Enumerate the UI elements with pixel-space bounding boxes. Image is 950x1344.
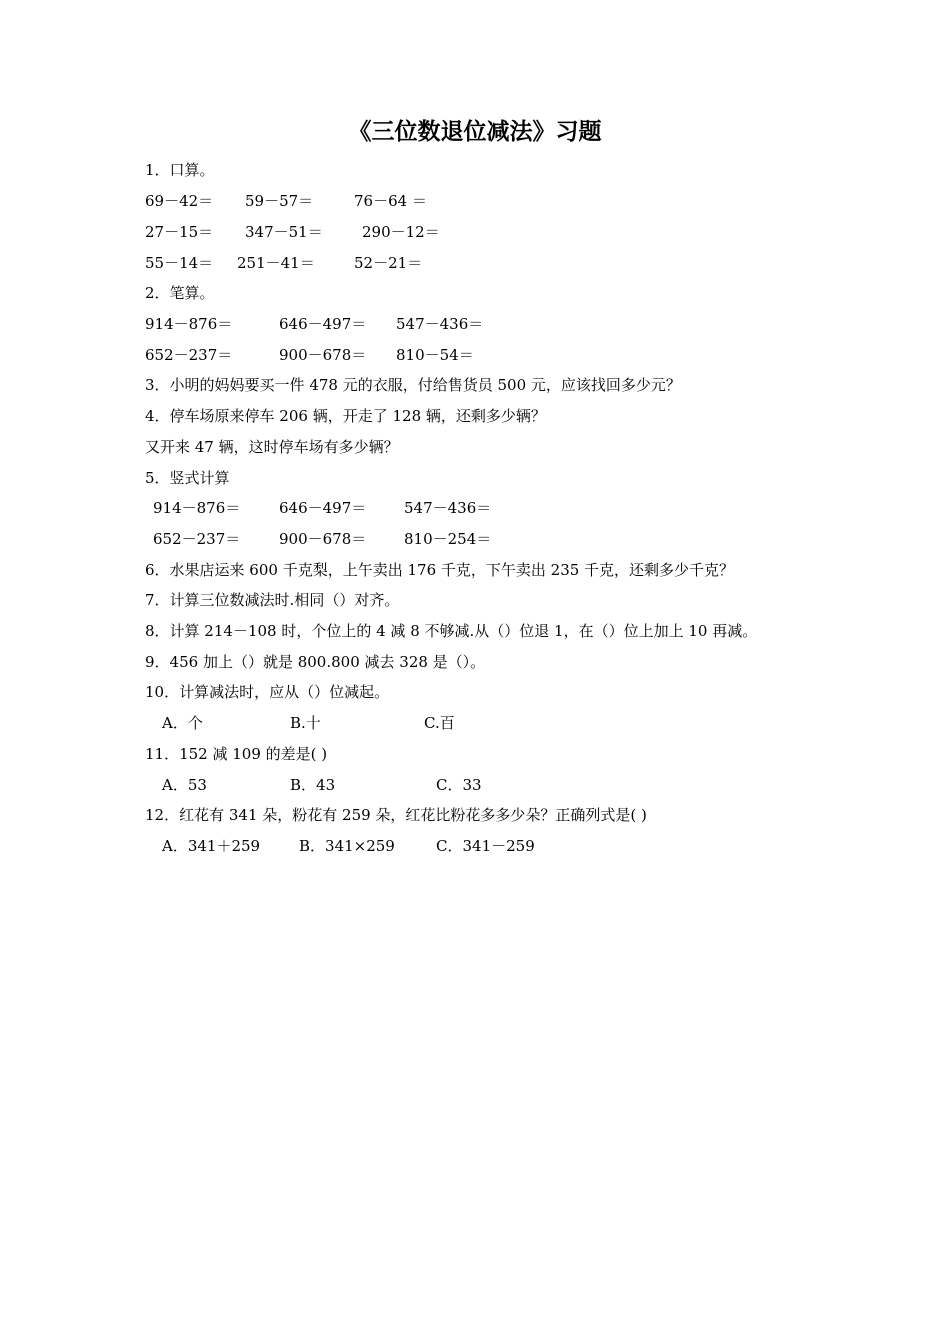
q2-r1-c3: 547－436＝ [396,315,484,333]
question-4-line-2: 又开来 47 辆，这时停车场有多少辆？ [145,438,399,456]
question-12-label: 12．红花有 341 朵，粉花有 259 朵，红花比粉花多多少朵？正确列式是( ) [145,806,647,824]
q12-option-c: C．341－259 [436,837,535,855]
q11-option-b: B．43 [290,776,336,794]
question-9: 9．456 加上（）就是 800.800 减去 328 是（）。 [145,653,486,671]
q1-r2-c1: 27－15＝ [145,223,214,241]
q2-r1-c1: 914－876＝ [145,315,233,333]
question-4-line-1: 4．停车场原来停车 206 辆，开走了 128 辆，还剩多少辆？ [145,407,546,425]
q11-option-c: C．33 [436,776,482,794]
question-8: 8．计算 214－108 时，个位上的 4 减 8 不够减.从（）位退 1，在（）位上加上 10 再减。 [145,622,758,640]
q1-r3-c2: 251－41＝ [237,254,315,272]
q5-r1-c1: 914－876＝ [153,499,241,517]
question-6: 6．水果店运来 600 千克梨，上午卖出 176 千克，下午卖出 235 千克，还剩多少千克？ [145,561,735,579]
q2-r2-c3: 810－54＝ [396,346,474,364]
q11-option-a: A．53 [162,776,207,794]
q5-r2-c1: 652－237＝ [153,530,241,548]
question-2-label: 2．笔算。 [145,284,215,302]
q12-option-a: A．341＋259 [162,837,261,855]
question-11-label: 11．152 减 109 的差是( ) [145,745,328,763]
q2-r2-c2: 900－678＝ [279,346,367,364]
q1-r2-c2: 347－51＝ [245,223,323,241]
question-5-label: 5．竖式计算 [145,469,230,487]
q5-r1-c3: 547－436＝ [404,499,492,517]
q5-r2-c2: 900－678＝ [279,530,367,548]
q5-r2-c3: 810－254＝ [404,530,492,548]
q10-option-c: C.百 [424,714,455,732]
page-title: 《三位数退位减法》习题 [348,119,602,145]
q1-r1-c2: 59－57＝ [245,192,314,210]
q1-r2-c3: 290－12＝ [362,223,440,241]
q1-r1-c1: 69－42＝ [145,192,214,210]
question-10-label: 10．计算减法时，应从（）位减起。 [145,683,390,701]
question-7: 7．计算三位数减法时.相同（）对齐。 [145,591,400,609]
q1-r3-c1: 55－14＝ [145,254,214,272]
question-3: 3．小明的妈妈要买一件 478 元的衣服，付给售货员 500 元，应该找回多少元？ [145,376,681,394]
q10-option-a: A．个 [162,714,203,732]
q12-option-b: B．341×259 [299,837,395,855]
q2-r2-c1: 652－237＝ [145,346,233,364]
q1-r1-c3: 76－64 ＝ [354,192,427,210]
q5-r1-c2: 646－497＝ [279,499,367,517]
q2-r1-c2: 646－497＝ [279,315,367,333]
q10-option-b: B.十 [290,714,321,732]
q1-r3-c3: 52－21＝ [354,254,423,272]
question-1-label: 1．口算。 [145,161,215,179]
